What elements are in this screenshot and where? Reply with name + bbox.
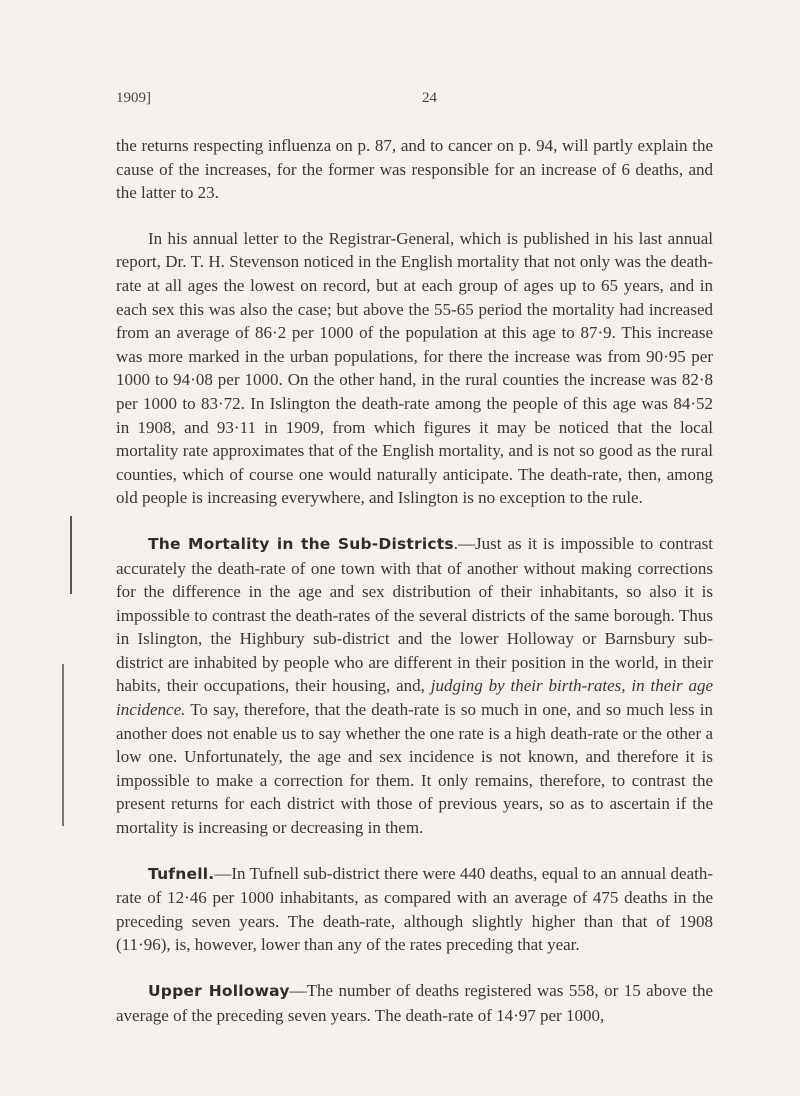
body-text bbox=[116, 134, 713, 1049]
paragraph-upper-holloway bbox=[116, 979, 713, 1027]
running-head bbox=[116, 90, 716, 114]
paragraph-tufnell bbox=[116, 862, 713, 957]
paragraph-sub-districts bbox=[116, 532, 713, 840]
sub-districts-text-a: .—Just as it is impossible to contrast accurately the death-rate of one town with that of another without making corrections for the difference in the age and sex distribution of their inhabitants, so also it is impossible to contrast the death-rates of the several districts of the same borough. Thus in Islington, the Highbury sub-district and the lower Holloway or Barnsbury sub-district are inhabited by people who are different in their position in the world, in their habits, their occupations, their housing, and, bbox=[116, 533, 714, 696]
paragraph-influenza: the returns respecting influenza on p. 87, and to cancer on p. 94, will partly explain the cause of the increases, for the former was responsible for an increase of 6 deaths, and the latter to 23. bbox=[116, 136, 713, 203]
header-year: 1909] bbox=[116, 90, 151, 106]
sub-districts-heading: The Mortality in the Sub-Districts bbox=[148, 534, 454, 553]
page-number: 24 bbox=[422, 90, 437, 106]
margin-mark-lower bbox=[62, 664, 64, 826]
upper-holloway-text: —The number of deaths registered was 558, or 15 above the average of the preceding seven years. The death-rate of 14·97 per 1000, bbox=[116, 981, 713, 1025]
margin-mark-upper bbox=[70, 516, 72, 594]
sub-districts-italic: judging by their birth-rates, in their age incidence. bbox=[116, 676, 714, 720]
paragraph-stevenson: In his annual letter to the Registrar-General, which is published in his last annual report, Dr. T. H. Stevenson noticed in the English mortality that not only was the death-rate at all ages the lowest on record, but at each group of ages up to 65 years, and in each sex this was also the case; but above the 55-65 period the mortality had increased from an average of 86·2 per 1000 of the population at this age to 87·9. This increase was more marked in the urban populations, for there the increase was from 90·95 per 1000 to 94·08 per 1000. On the other hand, in the rural counties the increase was 82·8 per 1000 to 83·72. In Islington the death-rate among the people of this age was 84·52 in 1908, and 93·11 in 1909, from which figures it may be noticed that the local mortality rate approximates that of the English mortality, and is not so good as the rural counties, which of course one would naturally anticipate. The death-rate, then, among old people is increasing everywhere, and Islington is no exception to the rule. bbox=[116, 228, 713, 508]
upper-holloway-heading: Upper Holloway bbox=[148, 982, 290, 1000]
tufnell-heading: Tufnell. bbox=[148, 864, 215, 883]
tufnell-text: —In Tufnell sub-district there were 440 deaths, equal to an annual death-rate of 12·46 per 1000 inhabitants, as compared with an average of 475 deaths in the preceding seven years. The death-rate, although slightly higher than that of 1908 (11·96), is, however, lower than any of the rates preceding that year. bbox=[116, 863, 713, 955]
sub-districts-text-b: To say, therefore, that the death-rate is so much in one, and so much less in another does not enable us to say whether the one rate is a high death-rate or the other a low one. Unfortunately, the age and sex incidence is not known, and therefore it is impossible to make a correction for them. It only remains, therefore, to contrast the present returns for each district with those of previous years, so as to ascertain if the mortality is increasing or decreasing in them. bbox=[116, 700, 713, 838]
